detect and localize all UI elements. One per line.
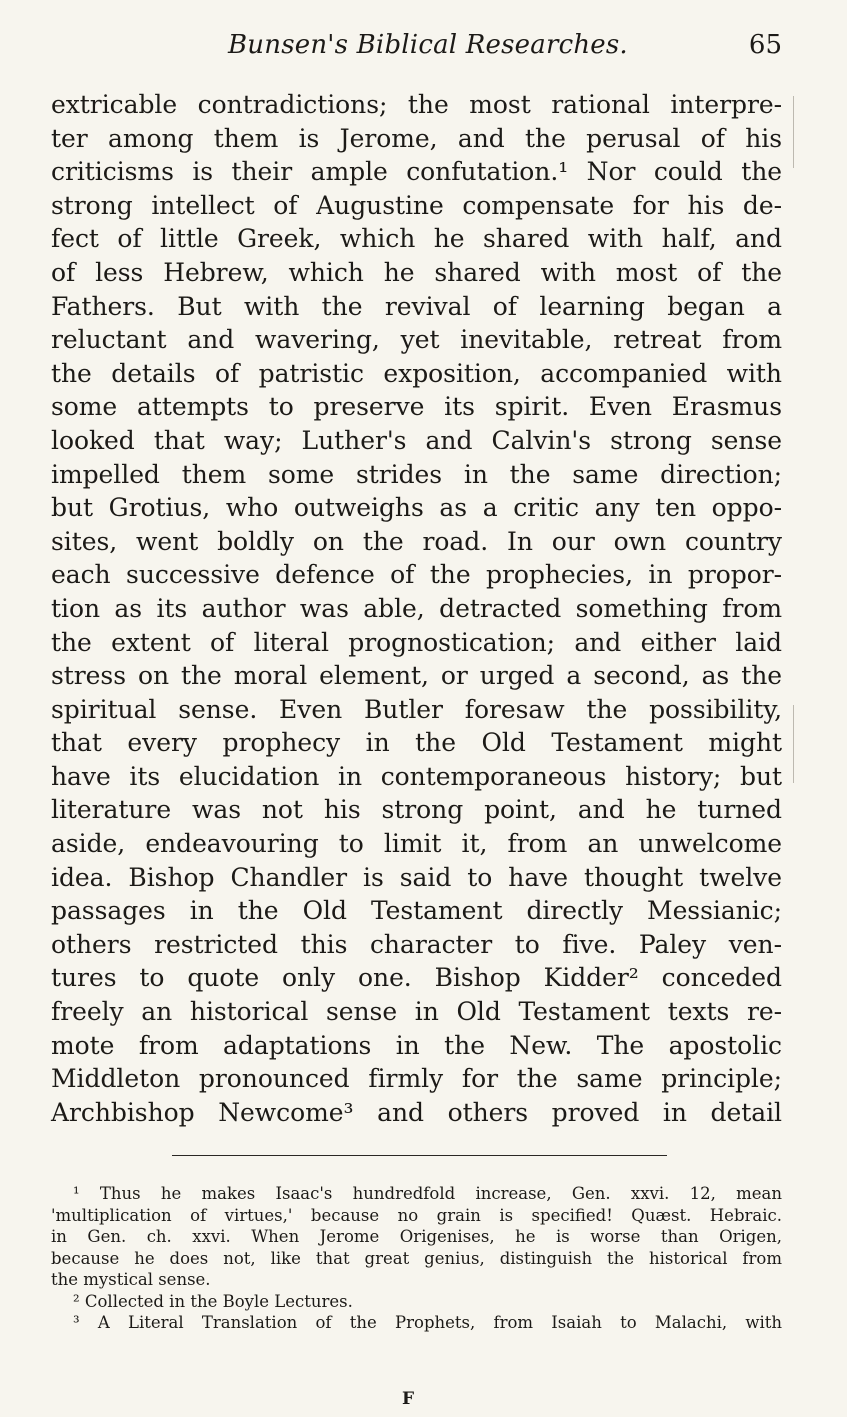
signature-mark: F	[402, 1389, 415, 1409]
footnotes	[51, 1183, 782, 1334]
body-line: reluctant and wavering, yet inevitable, retreat from	[51, 325, 782, 355]
body-line: stress on the moral element, or urged a second, as the	[51, 661, 782, 691]
running-title: Bunsen's Biblical Researches.	[228, 30, 628, 60]
footnote-1-line: ¹ Thus he makes Isaac's hundredfold increase, Gen. xxvi. 12, mean	[73, 1184, 782, 1203]
body-line: tures to quote only one. Bishop Kidder² conceded	[51, 963, 782, 993]
body-line: aside, endeavouring to limit it, from an unwelcome	[51, 829, 782, 859]
body-line: passages in the Old Testament directly Messianic;	[51, 896, 782, 926]
footnote-1-line: the mystical sense.	[51, 1270, 211, 1289]
body-line: each successive defence of the prophecies, in propor-	[51, 560, 782, 590]
body-line: extricable contradictions; the most rational interpre-	[51, 90, 782, 119]
body-line: strong intellect of Augustine compensate for his de-	[51, 190, 782, 220]
footnote-rule	[172, 1155, 667, 1156]
running-head	[50, 28, 790, 68]
body-line: ter among them is Jerome, and the perusal of his	[51, 123, 782, 153]
footnote-3: ³ A Literal Translation of the Prophets, from Isaiah to Malachi, with	[73, 1313, 782, 1332]
body-line: Archbishop Newcome³ and others proved in detail	[51, 1097, 782, 1127]
body-line: criticisms is their ample confutation.¹ Nor could the	[51, 157, 782, 187]
margin-mark	[793, 96, 794, 168]
body-line: others restricted this character to five. Paley ven-	[51, 929, 782, 959]
footnote-1-line: in Gen. ch. xxvi. When Jerome Origenises, he is worse than Origen,	[51, 1227, 782, 1246]
body-line: some attempts to preserve its spirit. Even Erasmus	[51, 392, 782, 422]
body-line: Fathers. But with the revival of learning began a	[51, 291, 782, 321]
body-line: mote from adaptations in the New. The apostolic	[51, 1030, 782, 1060]
footnote-1-line: 'multiplication of virtues,' because no grain is specified! Quæst. Hebraic.	[51, 1205, 782, 1225]
body-line: impelled them some strides in the same direction;	[51, 459, 782, 489]
footnote-2: ² Collected in the Boyle Lectures.	[73, 1291, 353, 1311]
body-line: freely an historical sense in Old Testament texts re-	[51, 997, 782, 1027]
body-line: that every prophecy in the Old Testament might	[51, 728, 782, 758]
body-line: of less Hebrew, which he shared with most of the	[51, 257, 782, 287]
body-line: fect of little Greek, which he shared with half, and	[51, 224, 782, 254]
body-line: but Grotius, who outweighs as a critic any ten oppo-	[51, 493, 782, 523]
body-line: literature was not his strong point, and he turned	[51, 795, 782, 825]
body-line: sites, went boldly on the road. In our own country	[51, 526, 782, 556]
body-line: the details of patristic exposition, accompanied with	[51, 358, 782, 388]
body-line: looked that way; Luther's and Calvin's strong sense	[51, 425, 782, 455]
body-line: idea. Bishop Chandler is said to have thought twelve	[51, 862, 782, 892]
footnote-1-line: because he does not, like that great genius, distinguish the historical from	[51, 1248, 782, 1268]
page-number: 65	[748, 30, 782, 60]
body-line: tion as its author was able, detracted something from	[51, 593, 782, 623]
body-line: the extent of literal prognostication; and either laid	[51, 627, 782, 657]
body-text	[51, 88, 782, 1129]
body-line: have its elucidation in contemporaneous history; but	[51, 761, 782, 791]
body-line: Middleton pronounced firmly for the same principle;	[51, 1064, 782, 1094]
body-line: spiritual sense. Even Butler foresaw the possibility,	[51, 694, 782, 724]
margin-mark	[793, 705, 794, 783]
